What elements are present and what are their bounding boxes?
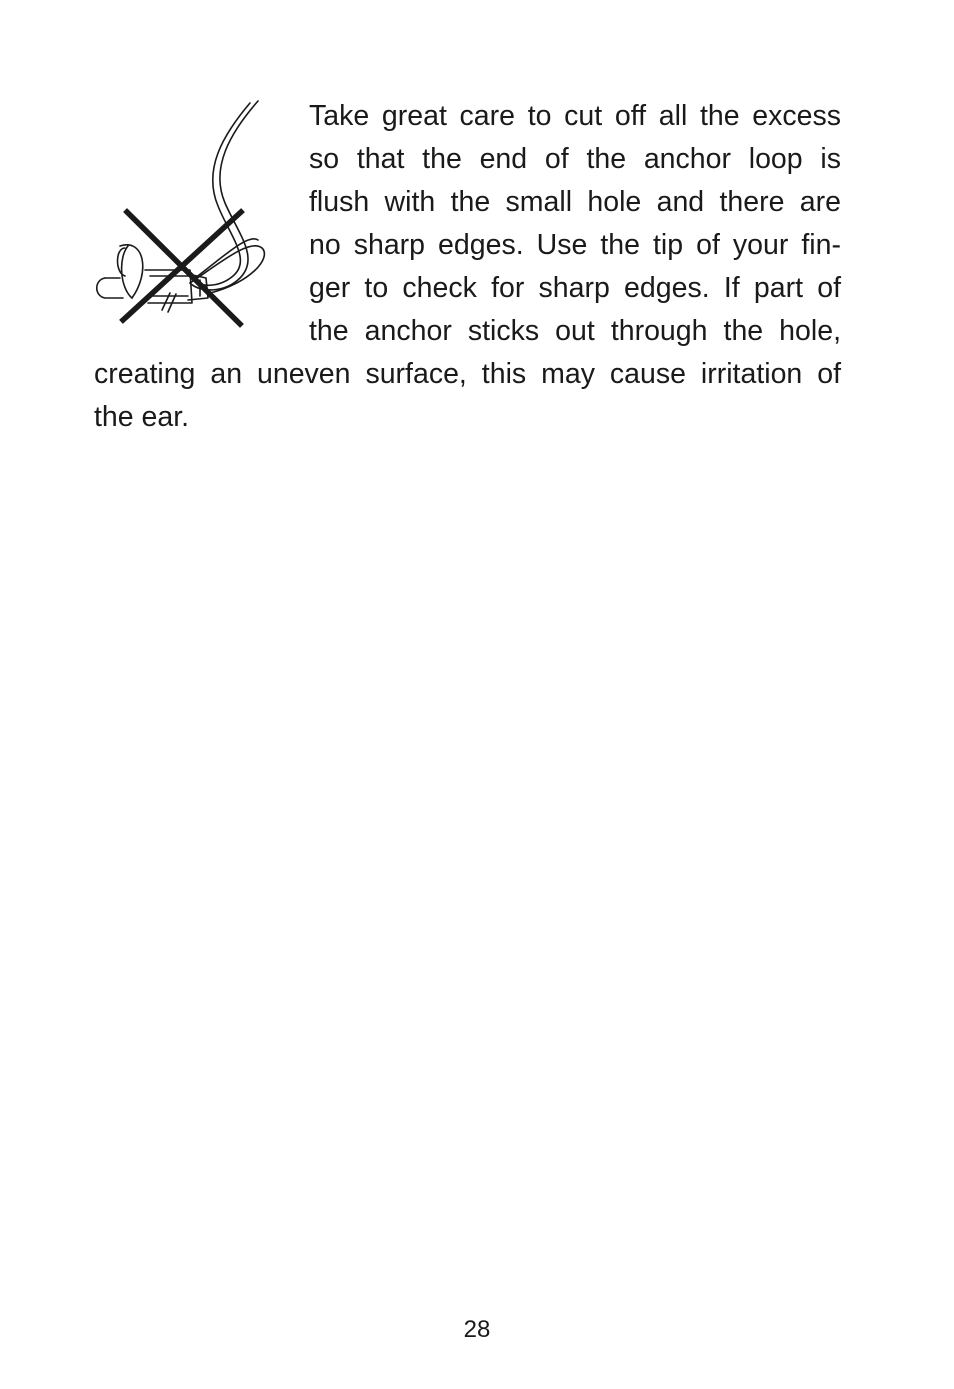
crossed-out-earpiece-icon — [90, 98, 280, 333]
page-number: 28 — [463, 1316, 491, 1343]
paragraph-line: the ear. — [94, 401, 190, 433]
paragraph-line: creating an uneven surface, this may cause irritation of — [94, 358, 841, 390]
paragraph-line: so that the end of the anchor loop is — [309, 143, 841, 175]
paragraph-line: ger to check for sharp edges. If part of — [309, 272, 841, 304]
paragraph-line: the anchor sticks out through the hole, — [309, 315, 841, 347]
paragraph-line: Take great care to cut off all the excess — [309, 100, 841, 132]
paragraph-line: no sharp edges. Use the tip of your fin- — [309, 229, 841, 261]
crossed-out-earpiece-illustration — [90, 98, 280, 333]
paragraph-line: flush with the small hole and there are — [309, 186, 841, 218]
